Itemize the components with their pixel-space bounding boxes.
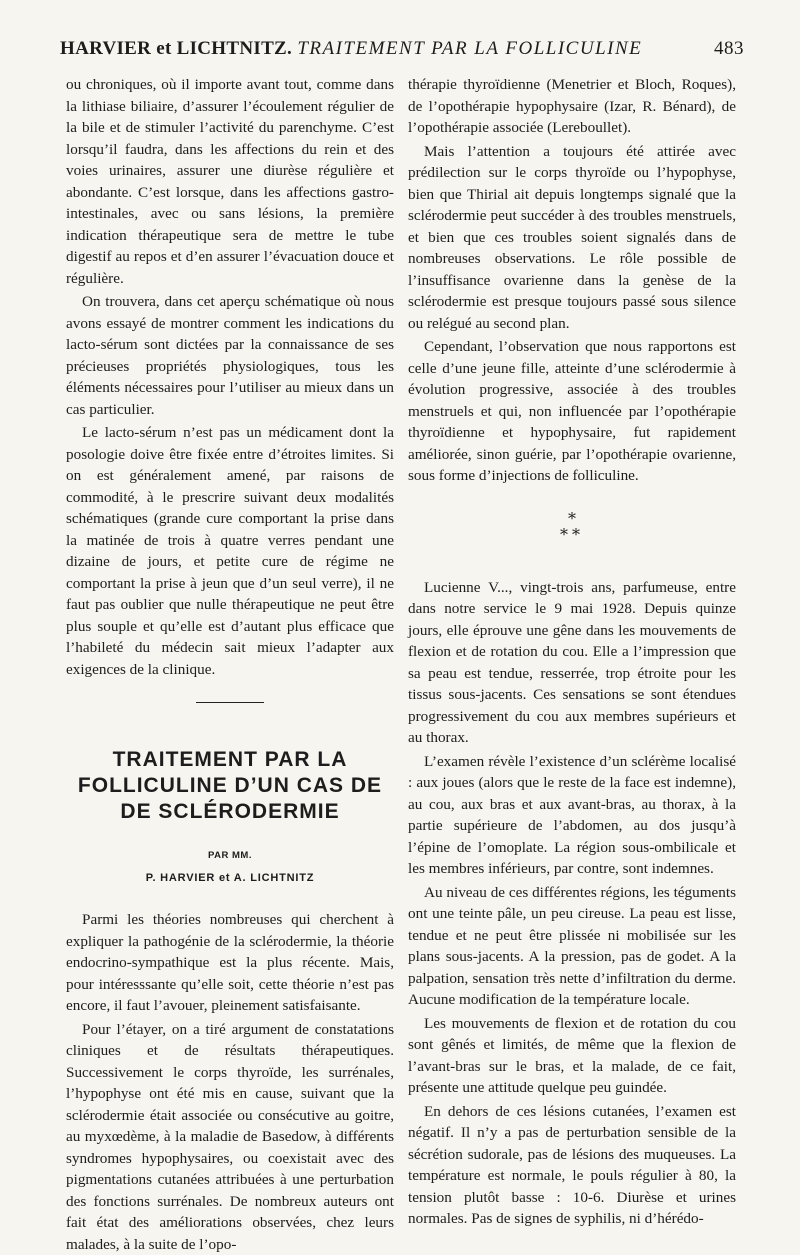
article-title: TRAITEMENT PAR LA FOLLICULINE D’UN CAS DE DE SCLÉRODERMIE xyxy=(66,747,394,825)
paragraph: Le lacto-sérum n’est pas un médicament dont la posologie doive être fixée entre d’étroites limites. Si on est généralement amené, par raisons de commodité, à le prescrire suivant deux modalités schématiques (grande cure comportant la prise dans la matinée de trois à quatre verres pendant une dizaine de jours, et petite cure de régime ne comportant la prise à jeun que d’un seul verre), il ne faut pas oublier que nulle thérapeutique ne peut être plus souple et qu’elle est d’autant plus efficace que l’habileté du médecin sait mieux l’adapter aux exigences de la clinique. xyxy=(66,422,394,680)
paragraph: Au niveau de ces différentes régions, les téguments ont une teinte pâle, un peu cireuse. La peau est lisse, tendue et ne peut être plissée ni mobilisée sur les plans sous-jacents. A la pression, pas de godet. A la palpation, sensation très nette d’infiltration du derme. Aucune modification de la température locale. xyxy=(408,882,736,1011)
page-number: 483 xyxy=(714,38,744,60)
header-authors: HARVIER et LICHTNITZ. xyxy=(60,38,292,59)
paragraph: Mais l’attention a toujours été attirée avec prédilection sur le corps thyroïde ou l’hypophyse, bien que Thirial ait depuis longtemps signalé que la sclérodermie peut succéder à des troubles menstruels, et bien que ces troubles soient signalés dans de nombreuses observations. Le rôle possible de l’insuffisance ovarienne dans la genèse de la sclérodermie est presque toujours passé sous silence ou relégué au second plan. xyxy=(408,141,736,335)
asterism-top: * xyxy=(408,511,736,527)
paragraph: Lucienne V..., vingt-trois ans, parfumeuse, entre dans notre service le 9 mai 1928. Depuis quinze jours, elle éprouve une gêne dans les mouvements de flexion et de rotation du cou. Elle a l’impression que sa peau est tendue, resserrée, trop étroite pour les tissus sous-jacents. Ces sensations se sont étendues progressivement du cou aux membres supérieurs et au thorax. xyxy=(408,577,736,749)
paragraph: Parmi les théories nombreuses qui cherchent à expliquer la pathogénie de la sclérodermie, la théorie endocrino-sympathique est la plus récente. Mais, pour intéresssante qu’elle soit, cette théorie n’est pas encore, il faut l’avouer, pleinement satisfaisante. xyxy=(66,909,394,1017)
paragraph: Les mouvements de flexion et de rotation du cou sont gênés et limités, de même que la flexion de l’avant-bras sur le bras, et la malade, de ce fait, présente une attitude quelque peu guindée. xyxy=(408,1013,736,1099)
right-column xyxy=(408,74,736,1230)
running-header xyxy=(60,38,744,64)
byline-prefix: PAR MM. xyxy=(66,845,394,867)
running-title xyxy=(60,38,642,60)
paragraph: ou chroniques, où il importe avant tout, comme dans la lithiase biliaire, d’assurer l’écoulement régulier de la bile et de stimuler l’activité du parenchyme. C’est lorsqu’il faudra, dans les affections du rein et des voies urinaires, assurer une diurèse régulière et abondante. C’est lorsque, dans les affections gastro-intestinales, avec ou sans lésions, la première indication thérapeutique sera de mettre le tube digestif au repos et d’en assurer l’évacuation douce et régulière. xyxy=(66,74,394,289)
paragraph: On trouvera, dans cet aperçu schématique où nous avons essayé de montrer comment les indications du lacto-sérum sont dictées par la connaissance de ses précieuses propriétés physiologiques, tous les éléments nécessaires pour l’utiliser au mieux dans un cas particulier. xyxy=(66,291,394,420)
paragraph: thérapie thyroïdienne (Menetrier et Bloch, Roques), de l’opothérapie hypophysaire (Izar, R. Bénard), de l’opothérapie associée (Lereboullet). xyxy=(408,74,736,139)
left-column xyxy=(66,74,394,1255)
article-authors: P. HARVIER et A. LICHTNITZ xyxy=(66,868,394,890)
header-title: TRAITEMENT PAR LA FOLLICULINE xyxy=(297,38,642,59)
paragraph: L’examen révèle l’existence d’un sclérème localisé : aux joues (alors que le reste de la face est indemne), au cou, aux bras et aux avant-bras, au thorax, à la partie supérieure de l’abdomen, au dos jusqu’à l’épine de l’omoplate. La région sous-ombilicale et les membres inférieurs, par contre, sont indemnes. xyxy=(408,751,736,880)
paragraph: En dehors de ces lésions cutanées, l’examen est négatif. Il n’y a pas de perturbation sensible de la sécrétion sudorale, pas de lésions des muqueuses. La température est normale, le pouls régulier à 80, la tension plutôt basse : 10-6. Diurèse et urines normales. Pas de signes de syphilis, ni d’hérédo- xyxy=(408,1101,736,1230)
asterism-bottom: ** xyxy=(408,527,736,543)
paragraph: Cependant, l’observation que nous rapportons est celle d’une jeune fille, atteinte d’une sclérodermie à évolution progressive, associée à des troubles menstruels et qui, non influencée par l’opothérapie thyroïdienne et hypophysaire, fut rapidement améliorée, sinon guérie, par l’opothérapie ovarienne, sous forme d’injections de folliculine. xyxy=(408,336,736,487)
section-divider xyxy=(196,702,264,703)
asterism-separator xyxy=(408,511,736,543)
paragraph: Pour l’étayer, on a tiré argument de constatations cliniques et de résultats thérapeutiques. Successivement le corps thyroïde, les surrénales, l’hypophyse ont été mis en cause, suivant que la sclérodermie était associée ou consécutive au goitre, au myxœdème, à la maladie de Basedow, à différents syndromes hypophysaires, ou coexistait avec des pigmentations cutanées attribuées à une perturbation des fonctions surrénales. De nombreux auteurs ont fait état des améliorations observées, chez leurs malades, à la suite de l’opo- xyxy=(66,1019,394,1255)
